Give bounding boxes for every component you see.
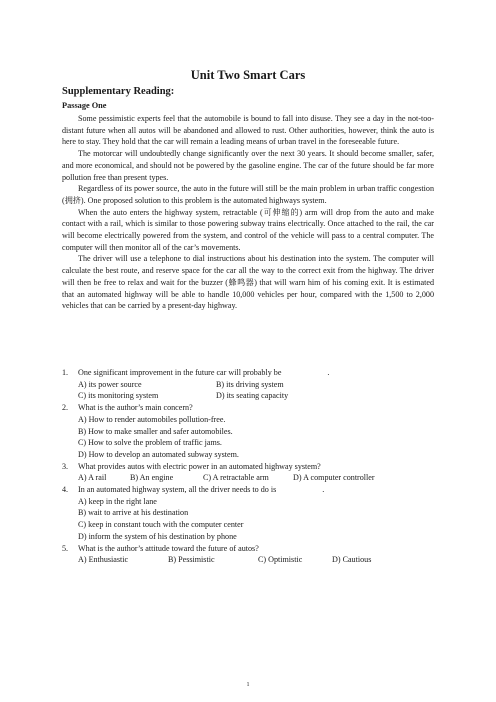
option-c: C) keep in constant touch with the computer center bbox=[78, 520, 244, 530]
options-row bbox=[62, 379, 434, 391]
section-heading: Supplementary Reading: bbox=[62, 86, 175, 97]
options-row bbox=[62, 472, 434, 484]
option-a: A) How to render automobiles pollution-free. bbox=[78, 414, 226, 424]
question-end: . bbox=[322, 485, 325, 495]
question-number: 4. bbox=[62, 485, 69, 495]
question-3 bbox=[62, 461, 434, 473]
options-row bbox=[62, 390, 434, 402]
paragraph: The driver will use a telephone to dial instructions about his destination into the system. The computer will calculate the best route, and reserve space for the car all the way to the correct exit from the highway. The driver will then be free to relax and wait for the buzzer (蜂鸣器) that will warn him of his coming exit. It is estimated that an automated highway will be able to handle 10,000 vehicles per hour, compared with the 1,500 to 2,000 vehicles that can be carried by a present-day highway. bbox=[62, 254, 434, 311]
question-stem: In an automated highway system, all the driver needs to do is bbox=[78, 485, 277, 495]
option-a: A) its power source bbox=[78, 379, 142, 389]
option-b: B) How to make smaller and safer automobiles. bbox=[78, 426, 233, 436]
option-d: D) How to develop an automated subway system. bbox=[78, 449, 239, 459]
question-1 bbox=[62, 367, 434, 379]
options-row bbox=[62, 554, 434, 566]
paragraph: When the auto enters the highway system, retractable (可伸缩的) arm will drop from the auto and make contact with a rail, which is similar to those powering subway trains electrically. Once attached to the rail, the car will become electrically powered from the system, and control of the vehicle will pass to a central computer. The computer will then monitor all of the car’s movements. bbox=[62, 207, 434, 252]
option-b: B) its driving system bbox=[216, 379, 284, 389]
question-stem: One significant improvement in the future car will probably be bbox=[78, 368, 282, 377]
questions-list bbox=[62, 367, 434, 566]
question-number: 3. bbox=[62, 461, 69, 471]
page-number: 1 bbox=[246, 682, 250, 688]
question-stem: What provides autos with electric power in an automated highway system? bbox=[78, 461, 321, 471]
option-d: D) A computer controller bbox=[293, 473, 375, 483]
paragraph: Some pessimistic experts feel that the automobile is bound to fall into disuse. They see a day in the not-too-distant future when all autos will be abandoned and allowed to rust. Other authorities, however, think the auto is here to stay. They hold that the car will remain a leading means of urban travel in the foreseeable future. bbox=[62, 114, 434, 147]
option-c: C) A retractable arm bbox=[203, 473, 269, 483]
question-stem: What is the author’s attitude toward the future of autos? bbox=[78, 543, 259, 553]
option-b: B) An engine bbox=[130, 473, 174, 483]
question-5 bbox=[62, 543, 434, 555]
question-number: 2. bbox=[62, 403, 69, 413]
page-title: Unit Two Smart Cars bbox=[190, 68, 306, 82]
option-b: B) Pessimistic bbox=[168, 555, 215, 565]
option-b: B) wait to arrive at his destination bbox=[78, 508, 189, 518]
option-d: D) its seating capacity bbox=[216, 391, 289, 401]
passage-label: Passage One bbox=[62, 101, 107, 110]
option-c: C) its monitoring system bbox=[78, 391, 159, 401]
paragraph: Regardless of its power source, the auto in the future will still be the main problem in urban traffic congestion (拥挤). One proposed solution to this problem is the automated highways system. bbox=[62, 184, 434, 205]
paragraph: The motorcar will undoubtedly change significantly over the next 30 years. It should become smaller, safer, and more economical, and should not be powered by the gasoline engine. The car of the future should be far more pollution free than present types. bbox=[62, 149, 434, 182]
question-number: 5. bbox=[62, 543, 69, 553]
option-a: A) keep in the right lane bbox=[78, 496, 157, 506]
option-a: A) A rail bbox=[78, 473, 107, 483]
option-d: D) Cautious bbox=[332, 555, 372, 565]
question-stem: What is the author’s main concern? bbox=[78, 403, 193, 413]
option-c: C) How to solve the problem of traffic jams. bbox=[78, 438, 222, 448]
option-a: A) Enthusiastic bbox=[78, 555, 129, 565]
option-d: D) inform the system of his destination by phone bbox=[78, 531, 237, 541]
passage-body bbox=[62, 113, 434, 312]
question-2 bbox=[62, 402, 434, 414]
question-4 bbox=[62, 484, 434, 496]
question-number: 1. bbox=[62, 368, 69, 377]
option-c: C) Optimistic bbox=[258, 555, 303, 565]
question-end: . bbox=[327, 368, 330, 377]
